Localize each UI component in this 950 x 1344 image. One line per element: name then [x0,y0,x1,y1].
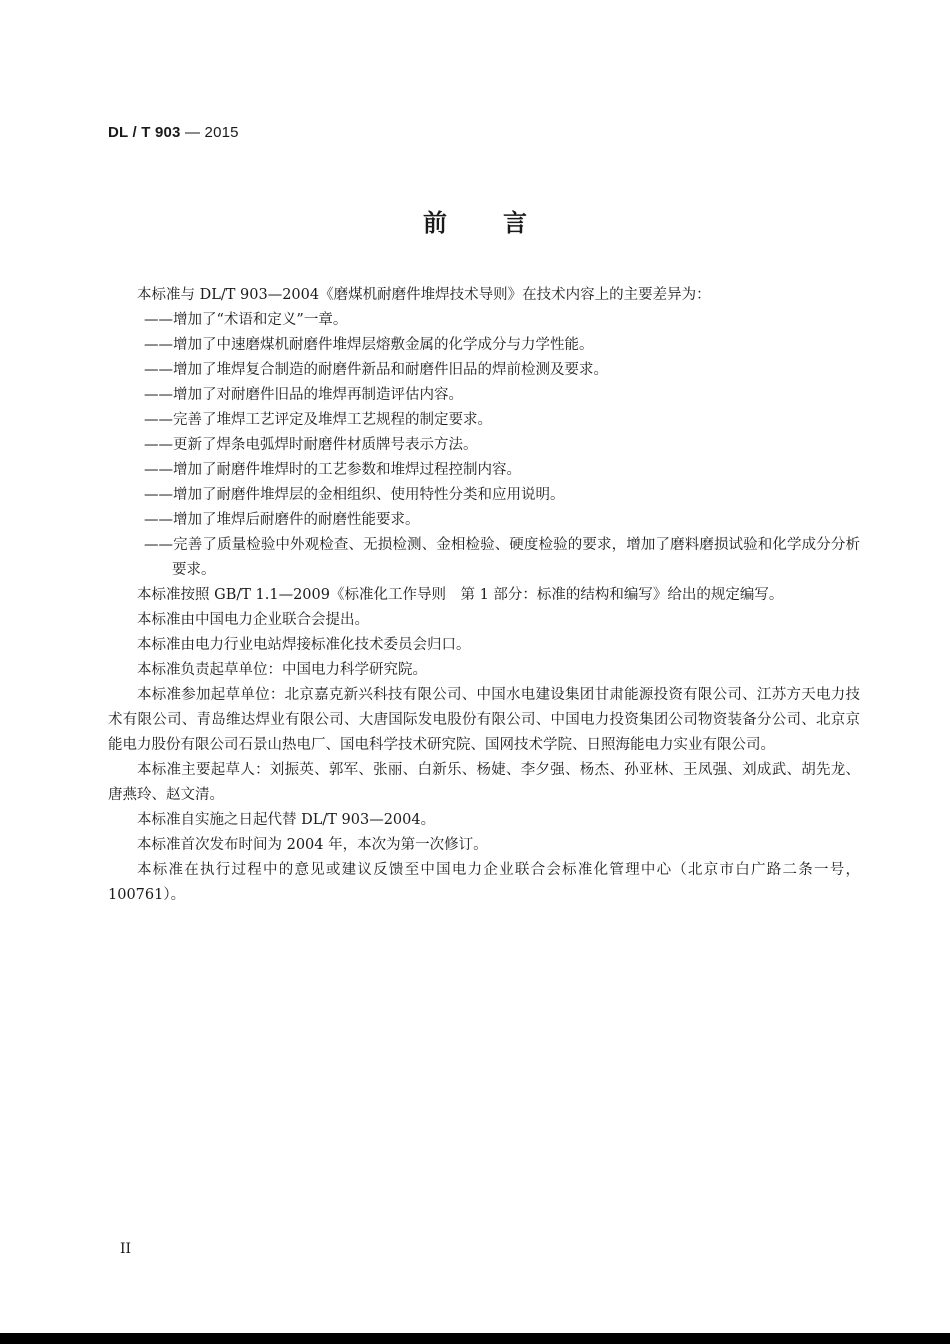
change-item: ——增加了堆焊后耐磨件的耐磨性能要求。 [144,512,420,528]
changes-list [108,308,860,583]
intro-paragraph: 本标准与 DL/T 903—2004《磨煤机耐磨件堆焊技术导则》在技术内容上的主要差异为： [137,287,711,303]
standard-code-year: — 2015 [180,124,239,141]
proposer-paragraph: 本标准由中国电力企业联合会提出。 [137,612,369,628]
drafting-rules-paragraph: 本标准按照 GB/T 1.1—2009《标准化工作导则 第 1 部分：标准的结构和编写》给出的规定编写。 [137,587,784,603]
committee-paragraph: 本标准由电力行业电站焊接标准化技术委员会归口。 [137,637,471,653]
change-item: ——增加了耐磨件堆焊层的金相组织、使用特性分类和应用说明。 [144,487,565,503]
change-item: ——更新了焊条电弧焊时耐磨件材质牌号表示方法。 [144,437,478,453]
page-number: II [120,1241,132,1257]
foreword-body [108,283,860,908]
standard-code [108,124,239,141]
change-item: ——完善了堆焊工艺评定及堆焊工艺规程的制定要求。 [144,412,492,428]
replacement-paragraph: 本标准自实施之日起代替 DL/T 903—2004。 [137,812,436,828]
revision-history-paragraph: 本标准首次发布时间为 2004 年，本次为第一次修订。 [137,837,488,853]
feedback-paragraph: 本标准在执行过程中的意见或建议反馈至中国电力企业联合会标准化管理中心（北京市白广路二条一号，100761）。 [108,862,860,903]
change-item: ——增加了耐磨件堆焊时的工艺参数和堆焊过程控制内容。 [144,462,521,478]
change-item: ——增加了中速磨煤机耐磨件堆焊层熔敷金属的化学成分与力学性能。 [144,337,594,353]
change-item: ——增加了对耐磨件旧品的堆焊再制造评估内容。 [144,387,463,403]
change-item: ——增加了堆焊复合制造的耐磨件新品和耐磨件旧品的焊前检测及要求。 [144,362,608,378]
change-item: ——完善了质量检验中外观检查、无损检测、金相检验、硬度检验的要求，增加了磨料磨损试验和化学成分分析要求。 [144,537,860,578]
main-drafters-paragraph: 本标准主要起草人：刘振英、郭军、张丽、白新乐、杨婕、李夕强、杨杰、孙亚林、王凤强、刘成武、胡先龙、唐燕玲、赵文清。 [108,762,860,803]
lead-drafter-paragraph: 本标准负责起草单位：中国电力科学研究院。 [137,662,427,678]
page-title: 前言 [423,209,583,237]
standard-code-prefix: DL / T 903 [108,124,181,141]
participating-units-paragraph: 本标准参加起草单位：北京嘉克新兴科技有限公司、中国水电建设集团甘肃能源投资有限公司、江苏方天电力技术有限公司、青岛维达焊业有限公司、大唐国际发电股份有限公司、中国电力投资集团公司物资装备分公司、北京京能电力股份有限公司石景山热电厂、国电科学技术研究院、国网技术学院、日照海能电力实业有限公司。 [108,687,860,753]
bottom-rule [0,1333,950,1344]
change-item: ——增加了“术语和定义”一章。 [144,312,348,328]
